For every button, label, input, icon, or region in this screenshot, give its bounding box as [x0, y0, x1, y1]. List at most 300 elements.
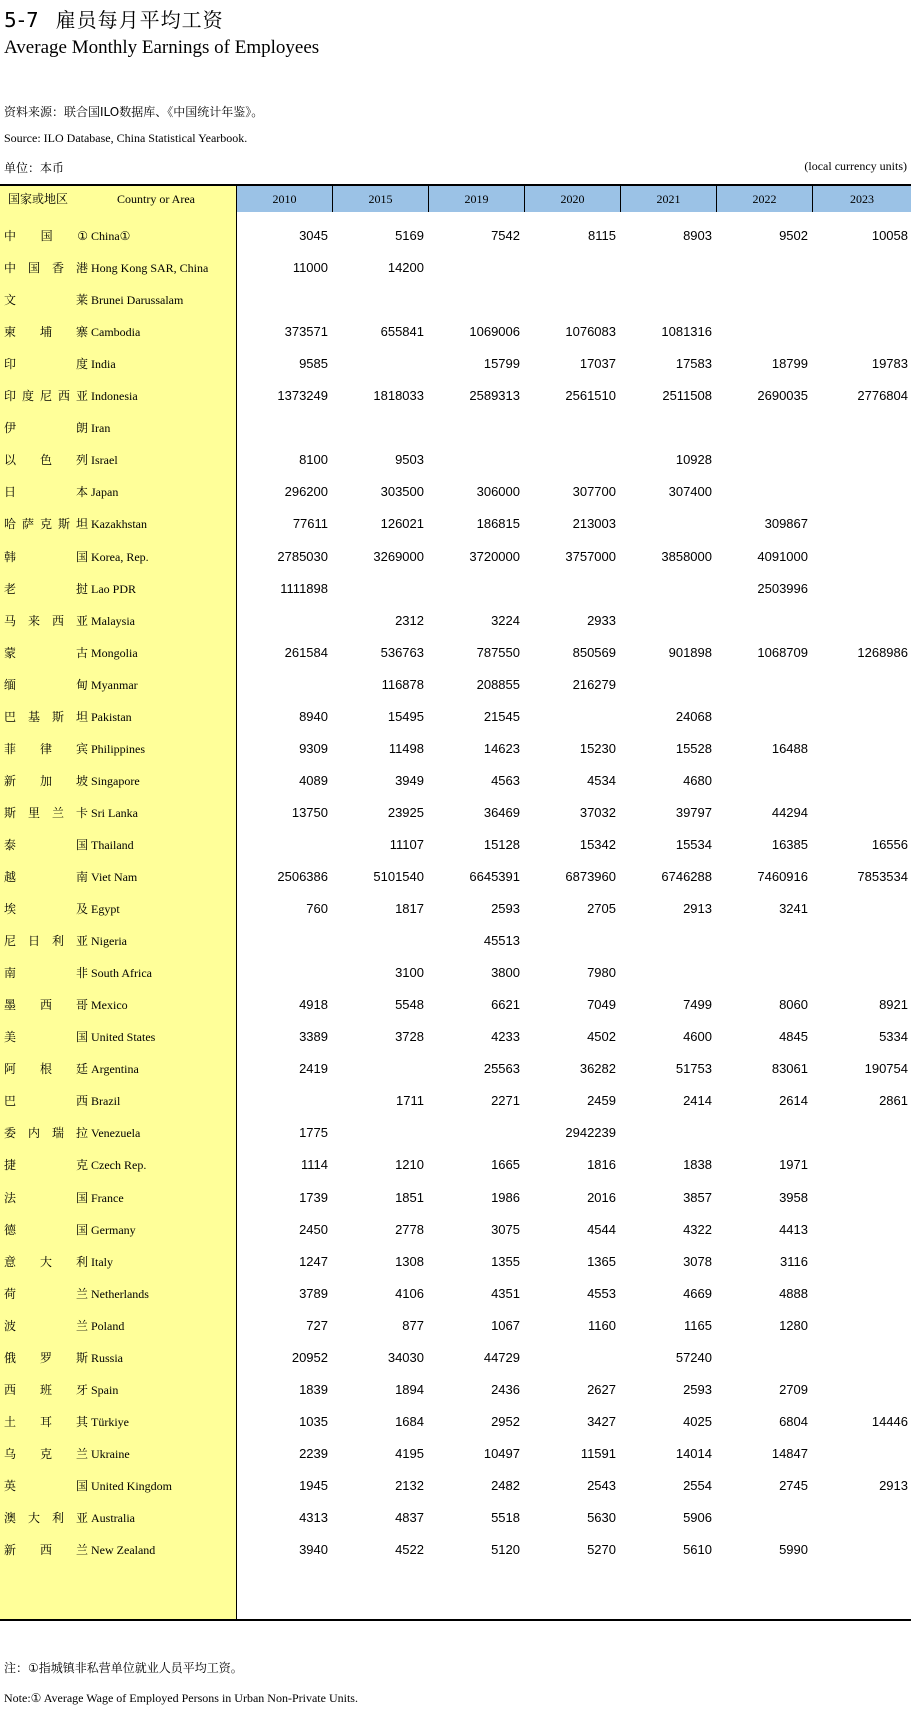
country-name-en: Ukraine: [91, 1446, 130, 1461]
country-name-cn: 埃及: [4, 902, 88, 917]
country-name-en: Singapore: [91, 773, 140, 788]
earnings-value-2019: 2589313: [469, 388, 520, 404]
country-name-cn: 泰国: [4, 837, 88, 852]
country-name-en: Sri Lanka: [91, 805, 138, 820]
earnings-value-2015: 3269000: [373, 548, 424, 564]
table-row: [0, 893, 911, 925]
table-number: 5-7: [4, 8, 40, 32]
table-row: [0, 252, 911, 284]
earnings-value-2021: 1838: [683, 1157, 712, 1173]
earnings-value-2015: 1308: [395, 1253, 424, 1269]
earnings-value-2019: 36469: [483, 804, 520, 820]
table-row: [0, 733, 911, 765]
earnings-value-2020: 37032: [579, 804, 616, 820]
earnings-value-2019: 15128: [483, 836, 520, 852]
earnings-value-2023: 7853534: [857, 869, 908, 884]
earnings-value-2022: 309867: [764, 516, 808, 532]
header-country-cn: 国家或地区: [8, 192, 69, 206]
earnings-value-2021: 2511508: [662, 388, 712, 404]
table-row: [0, 1534, 911, 1566]
earnings-value-2020: 15342: [579, 836, 616, 852]
earnings-value-2015: 1711: [396, 1093, 424, 1109]
table-row: [0, 1053, 911, 1085]
country-name-cn: 巴基斯坦: [4, 709, 88, 724]
country-name-cn: 中国①: [4, 229, 88, 243]
earnings-value-2021: 4322: [683, 1221, 712, 1237]
earnings-value-2010: 2785030: [277, 548, 328, 564]
earnings-value-2020: 4534: [587, 772, 616, 788]
earnings-value-2019: 3720000: [469, 548, 520, 564]
earnings-value-2022: 2709: [779, 1381, 808, 1397]
page-title-cn: [4, 4, 224, 33]
country-name-en: Netherlands: [91, 1286, 149, 1301]
earnings-value-2015: 5548: [395, 997, 424, 1013]
earnings-value-2019: 1355: [491, 1253, 520, 1269]
earnings-value-2010: 1247: [299, 1253, 328, 1269]
earnings-value-2019: 1986: [491, 1189, 520, 1205]
earnings-value-2010: 727: [306, 1317, 328, 1333]
table-row: [0, 1021, 911, 1053]
earnings-value-2010: 9585: [299, 356, 328, 372]
earnings-value-2019: 2482: [491, 1477, 520, 1493]
earnings-value-2010: 1035: [299, 1413, 328, 1429]
table-bottom-rule: [0, 1619, 911, 1621]
earnings-value-2020: 850569: [572, 644, 616, 660]
table-row: [0, 1310, 911, 1342]
earnings-value-2022: 6804: [779, 1413, 808, 1429]
earnings-value-2023: 16556: [871, 836, 908, 852]
earnings-value-2010: 2506386: [277, 869, 328, 884]
earnings-value-2022: 14847: [771, 1445, 808, 1461]
earnings-value-2010: 2239: [299, 1445, 328, 1461]
earnings-value-2019: 2436: [491, 1381, 520, 1397]
country-name-en: France: [91, 1190, 124, 1205]
earnings-value-2020: 2627: [587, 1381, 616, 1397]
earnings-value-2019: 15799: [483, 356, 520, 372]
country-name-cn: 英国: [4, 1478, 88, 1493]
earnings-value-2015: 536763: [380, 644, 424, 660]
table-row: [0, 380, 911, 412]
earnings-value-2019: 6645391: [469, 869, 520, 884]
country-name-cn: 法国: [4, 1190, 88, 1205]
country-name-en: Iran: [91, 421, 111, 436]
table-row: [0, 573, 911, 605]
table-row: [0, 1374, 911, 1406]
earnings-value-2019: 787550: [476, 644, 520, 660]
table-row: [0, 541, 911, 573]
earnings-value-2010: 1839: [299, 1381, 328, 1397]
earnings-value-2019: 186815: [476, 516, 520, 532]
note-en: Note:① Average Wage of Employed Persons in Urban Non-Private Units.: [4, 1691, 358, 1705]
earnings-value-2010: 3389: [299, 1029, 328, 1045]
earnings-value-2015: 1210: [395, 1157, 424, 1173]
table-row: [0, 1182, 911, 1214]
earnings-value-2019: 6621: [491, 997, 520, 1013]
header-year: 2019: [429, 186, 525, 212]
earnings-value-2023: 8921: [879, 997, 908, 1013]
earnings-value-2020: 3757000: [565, 548, 616, 564]
table-row: [0, 444, 911, 476]
table-row: [0, 957, 911, 989]
earnings-value-2023: 190754: [864, 1061, 908, 1077]
earnings-table: [0, 184, 911, 1620]
earnings-value-2020: 1365: [587, 1253, 616, 1269]
country-name-en: Egypt: [91, 902, 120, 917]
earnings-value-2021: 4680: [683, 772, 712, 788]
country-name-cn: 美国: [4, 1030, 88, 1045]
table-row: [0, 861, 911, 893]
country-name-cn: 韩国: [4, 549, 88, 564]
earnings-value-2019: 21545: [483, 708, 520, 724]
earnings-value-2023: 14446: [871, 1413, 908, 1429]
country-name-en: Myanmar: [91, 677, 138, 692]
earnings-value-2019: 2952: [491, 1413, 520, 1429]
table-row: [0, 220, 911, 252]
country-name-en: Nigeria: [91, 934, 127, 949]
title-cn-text: 雇员每月平均工资: [55, 8, 224, 32]
earnings-value-2020: 36282: [579, 1061, 616, 1077]
earnings-value-2019: 1067: [491, 1317, 520, 1333]
country-name-en: Lao PDR: [91, 581, 136, 596]
table-row: [0, 1085, 911, 1117]
country-name-en: Malaysia: [91, 613, 135, 628]
earnings-value-2015: 14200: [387, 260, 424, 276]
earnings-value-2015: 1894: [395, 1381, 424, 1397]
earnings-value-2010: 8940: [299, 708, 328, 724]
earnings-value-2021: 307400: [668, 484, 712, 500]
earnings-value-2019: 25563: [483, 1061, 520, 1077]
earnings-value-2015: 116878: [381, 676, 424, 692]
earnings-value-2019: 4351: [491, 1285, 520, 1301]
source-en: Source: ILO Database, China Statistical Yearbook.: [4, 131, 248, 145]
earnings-value-2010: 261584: [284, 644, 328, 660]
unit-en: (local currency units): [804, 159, 907, 173]
table-row: [0, 701, 911, 733]
earnings-value-2021: 2593: [683, 1381, 712, 1397]
earnings-value-2023: 1268986: [857, 644, 908, 660]
earnings-value-2022: 2614: [779, 1093, 808, 1109]
header-country-en: Country or Area: [117, 192, 195, 206]
earnings-value-2010: 4918: [299, 997, 328, 1013]
page-title-en: Average Monthly Earnings of Employees: [4, 37, 320, 58]
earnings-value-2019: 5120: [491, 1542, 520, 1558]
earnings-value-2020: 216279: [572, 676, 616, 692]
country-name-en: Venezuela: [91, 1126, 141, 1141]
country-name-en: India: [91, 357, 116, 372]
earnings-value-2022: 18799: [771, 356, 808, 372]
country-name-en: South Africa: [91, 966, 152, 981]
table-row: [0, 412, 911, 444]
country-name-en: Israel: [91, 453, 118, 468]
country-name-en: United Kingdom: [91, 1478, 172, 1493]
table-row: [0, 1502, 911, 1534]
earnings-value-2023: 5334: [879, 1029, 908, 1045]
earnings-value-2015: 4837: [395, 1510, 424, 1525]
earnings-value-2019: 4563: [491, 772, 520, 788]
earnings-value-2010: 9309: [299, 740, 328, 756]
earnings-value-2022: 1068709: [757, 644, 808, 660]
earnings-value-2020: 6873960: [565, 869, 616, 884]
earnings-value-2010: 373571: [284, 324, 328, 340]
earnings-value-2020: 2933: [587, 612, 616, 628]
earnings-value-2015: 2778: [395, 1221, 424, 1237]
country-name-cn: 文莱: [4, 293, 88, 308]
earnings-value-2022: 4091000: [757, 548, 808, 564]
earnings-value-2019: 208855: [476, 676, 520, 692]
earnings-value-2015: 11498: [388, 740, 424, 756]
earnings-value-2019: 7542: [491, 228, 520, 243]
earnings-value-2015: 1817: [395, 901, 424, 917]
earnings-value-2021: 7499: [683, 997, 712, 1013]
earnings-value-2022: 2690035: [757, 388, 808, 404]
earnings-value-2015: 34030: [387, 1349, 424, 1365]
country-name-en: Brazil: [91, 1094, 121, 1109]
country-name-en: Thailand: [91, 837, 134, 852]
country-name-cn: 波兰: [4, 1318, 88, 1333]
earnings-value-2020: 5270: [587, 1542, 616, 1558]
earnings-value-2020: 2705: [587, 901, 616, 917]
earnings-value-2021: 2554: [683, 1477, 712, 1493]
earnings-value-2015: 655841: [380, 324, 424, 340]
earnings-value-2020: 1160: [588, 1317, 616, 1333]
country-name-en: Türkiye: [91, 1414, 129, 1429]
earnings-value-2022: 4413: [779, 1221, 808, 1237]
earnings-value-2021: 2913: [683, 901, 712, 917]
earnings-value-2019: 4233: [491, 1029, 520, 1045]
country-name-en: Pakistan: [91, 709, 132, 724]
earnings-value-2022: 4845: [779, 1029, 808, 1045]
country-name-cn: 荷兰: [4, 1286, 88, 1301]
country-name-cn: 斯里兰卡: [4, 805, 88, 820]
table-row: [0, 476, 911, 508]
table-row: [0, 637, 911, 669]
table-row: [0, 797, 911, 829]
country-name-cn: 墨西哥: [4, 998, 88, 1013]
earnings-value-2023: 19783: [871, 356, 908, 372]
country-name-en: China①: [91, 229, 131, 243]
country-name-cn: 中国香港: [4, 261, 88, 276]
country-name-cn: 印度尼西亚: [4, 389, 88, 404]
earnings-value-2015: 1818033: [373, 388, 424, 404]
earnings-value-2010: 2450: [299, 1221, 328, 1237]
earnings-value-2010: 4089: [299, 772, 328, 788]
earnings-value-2020: 2942239: [565, 1125, 616, 1141]
earnings-value-2021: 6746288: [661, 869, 712, 884]
country-name-cn: 菲律宾: [4, 741, 88, 756]
country-name-en: Hong Kong SAR, China: [91, 261, 209, 276]
earnings-value-2019: 10497: [483, 1445, 520, 1461]
earnings-value-2022: 3116: [780, 1253, 808, 1269]
header-year: 2015: [333, 186, 429, 212]
country-name-cn: 南非: [4, 966, 88, 981]
earnings-value-2021: 5906: [683, 1510, 712, 1525]
earnings-value-2021: 4025: [683, 1413, 712, 1429]
earnings-value-2021: 4669: [683, 1285, 712, 1301]
earnings-value-2010: 1945: [299, 1477, 328, 1493]
earnings-value-2020: 1076083: [565, 324, 616, 340]
unit-cn: 单位：本币: [4, 161, 65, 175]
earnings-value-2019: 1069006: [469, 324, 520, 340]
earnings-value-2020: 213003: [572, 516, 616, 532]
country-name-en: Poland: [91, 1318, 125, 1333]
earnings-value-2020: 11591: [580, 1445, 616, 1461]
earnings-value-2022: 16385: [771, 836, 808, 852]
earnings-value-2020: 2459: [587, 1093, 616, 1109]
country-name-en: Indonesia: [91, 389, 138, 404]
country-name-cn: 阿根廷: [4, 1062, 88, 1077]
country-name-cn: 老挝: [4, 581, 88, 596]
earnings-value-2020: 4553: [587, 1285, 616, 1301]
table-row: [0, 1149, 911, 1181]
earnings-value-2015: 4522: [395, 1542, 424, 1558]
table-row: [0, 1214, 911, 1246]
earnings-value-2023: 10058: [871, 228, 908, 243]
country-name-en: Spain: [91, 1382, 119, 1397]
table-row: [0, 1117, 911, 1149]
earnings-value-2010: 3789: [299, 1285, 328, 1301]
earnings-value-2021: 15534: [675, 836, 712, 852]
earnings-value-2015: 2312: [395, 612, 424, 628]
earnings-value-2020: 4544: [587, 1221, 616, 1237]
country-name-en: Germany: [91, 1222, 136, 1237]
country-name-en: Czech Rep.: [91, 1158, 147, 1173]
earnings-value-2015: 126021: [380, 516, 424, 532]
country-name-en: Korea, Rep.: [91, 549, 149, 564]
earnings-value-2021: 3857: [683, 1189, 712, 1205]
table-row: [0, 1406, 911, 1438]
table-row: [0, 284, 911, 316]
header-year: 2021: [621, 186, 717, 212]
country-name-cn: 德国: [4, 1222, 88, 1237]
earnings-value-2021: 10928: [675, 452, 712, 468]
earnings-value-2015: 3100: [395, 965, 424, 981]
table-row: [0, 316, 911, 348]
earnings-value-2010: 13750: [291, 804, 328, 820]
country-name-cn: 委内瑞拉: [4, 1126, 88, 1141]
earnings-value-2015: 15495: [387, 708, 424, 724]
country-name-en: United States: [91, 1030, 156, 1045]
country-name-cn: 蒙古: [4, 645, 88, 660]
country-name-cn: 越南: [4, 870, 88, 884]
earnings-value-2010: 2419: [299, 1061, 328, 1077]
table-row: [0, 925, 911, 957]
earnings-value-2019: 2593: [491, 901, 520, 917]
earnings-value-2015: 4195: [395, 1445, 424, 1461]
earnings-value-2021: 901898: [668, 644, 712, 660]
source-cn: 资料来源：联合国ILO数据库、《中国统计年鉴》。: [4, 105, 264, 119]
table-row: [0, 605, 911, 637]
table-row: [0, 669, 911, 701]
earnings-value-2020: 307700: [572, 484, 616, 500]
country-name-en: Argentina: [91, 1062, 139, 1077]
country-name-en: Japan: [91, 485, 119, 500]
country-name-en: Australia: [91, 1511, 135, 1525]
earnings-value-2010: 1373249: [277, 388, 328, 404]
country-name-en: Cambodia: [91, 325, 141, 340]
country-name-cn: 哈萨克斯坦: [4, 517, 88, 532]
earnings-value-2019: 5518: [491, 1510, 520, 1525]
earnings-value-2022: 3241: [779, 901, 808, 917]
earnings-value-2021: 57240: [675, 1349, 712, 1365]
country-name-cn: 尼日利亚: [4, 934, 88, 949]
header-year: 2022: [717, 186, 813, 212]
country-name-en: Kazakhstan: [91, 517, 147, 532]
earnings-value-2020: 3427: [587, 1413, 616, 1429]
earnings-value-2015: 877: [402, 1317, 424, 1333]
earnings-value-2015: 5101540: [373, 869, 424, 884]
earnings-value-2015: 3949: [395, 772, 424, 788]
earnings-value-2022: 2745: [779, 1477, 808, 1493]
earnings-value-2019: 14623: [483, 740, 520, 756]
earnings-value-2021: 4600: [683, 1029, 712, 1045]
earnings-value-2015: 2132: [395, 1477, 424, 1493]
earnings-value-2021: 8903: [683, 228, 712, 243]
note-cn: 注：①指城镇非私营单位就业人员平均工资。: [4, 1661, 243, 1675]
earnings-value-2010: 20952: [291, 1349, 328, 1365]
earnings-value-2015: 1851: [395, 1189, 424, 1205]
country-name-cn: 澳大利亚: [4, 1511, 88, 1525]
earnings-value-2019: 306000: [476, 484, 520, 500]
earnings-value-2010: 1114: [301, 1157, 328, 1173]
earnings-value-2015: 4106: [395, 1285, 424, 1301]
earnings-value-2021: 3858000: [661, 548, 712, 564]
country-name-cn: 意大利: [4, 1254, 88, 1269]
country-name-cn: 俄罗斯: [4, 1350, 88, 1365]
country-name-cn: 缅甸: [4, 677, 88, 692]
earnings-value-2023: 2913: [879, 1477, 908, 1493]
earnings-value-2010: 1775: [299, 1125, 328, 1141]
earnings-value-2021: 24068: [675, 708, 712, 724]
country-name-cn: 新加坡: [4, 773, 88, 788]
country-name-en: New Zealand: [91, 1543, 156, 1558]
earnings-value-2020: 7049: [587, 997, 616, 1013]
earnings-value-2021: 17583: [675, 356, 712, 372]
earnings-value-2023: 2776804: [857, 388, 908, 404]
earnings-value-2021: 51753: [675, 1061, 712, 1077]
earnings-value-2020: 15230: [579, 740, 616, 756]
earnings-value-2019: 1665: [491, 1157, 520, 1173]
earnings-value-2022: 1971: [779, 1157, 808, 1173]
country-name-en: Mongolia: [91, 645, 138, 660]
earnings-value-2022: 16488: [771, 740, 808, 756]
earnings-value-2019: 3224: [491, 612, 520, 628]
country-name-cn: 新西兰: [4, 1543, 88, 1558]
header-year: 2023: [813, 186, 911, 212]
earnings-value-2022: 4888: [779, 1285, 808, 1301]
earnings-value-2015: 9503: [395, 452, 424, 468]
earnings-value-2021: 1165: [684, 1317, 712, 1333]
earnings-value-2020: 2016: [587, 1189, 616, 1205]
earnings-value-2010: 296200: [284, 484, 328, 500]
table-row: [0, 1438, 911, 1470]
earnings-value-2010: 77611: [292, 516, 328, 532]
table-row: [0, 1470, 911, 1502]
earnings-value-2015: 23925: [387, 804, 424, 820]
country-name-cn: 马来西亚: [4, 613, 88, 628]
earnings-value-2010: 1111898: [280, 580, 328, 596]
earnings-value-2021: 1081316: [661, 324, 712, 340]
country-name-en: Philippines: [91, 741, 146, 756]
earnings-value-2015: 303500: [380, 484, 424, 500]
country-name-cn: 乌克兰: [4, 1446, 88, 1461]
earnings-value-2021: 5610: [683, 1542, 712, 1558]
earnings-value-2022: 3958: [779, 1189, 808, 1205]
country-name-cn: 印度: [4, 357, 88, 372]
earnings-value-2010: 1739: [299, 1189, 328, 1205]
table-row: [0, 829, 911, 861]
header-year: 2010: [237, 186, 333, 212]
earnings-value-2019: 3075: [491, 1221, 520, 1237]
